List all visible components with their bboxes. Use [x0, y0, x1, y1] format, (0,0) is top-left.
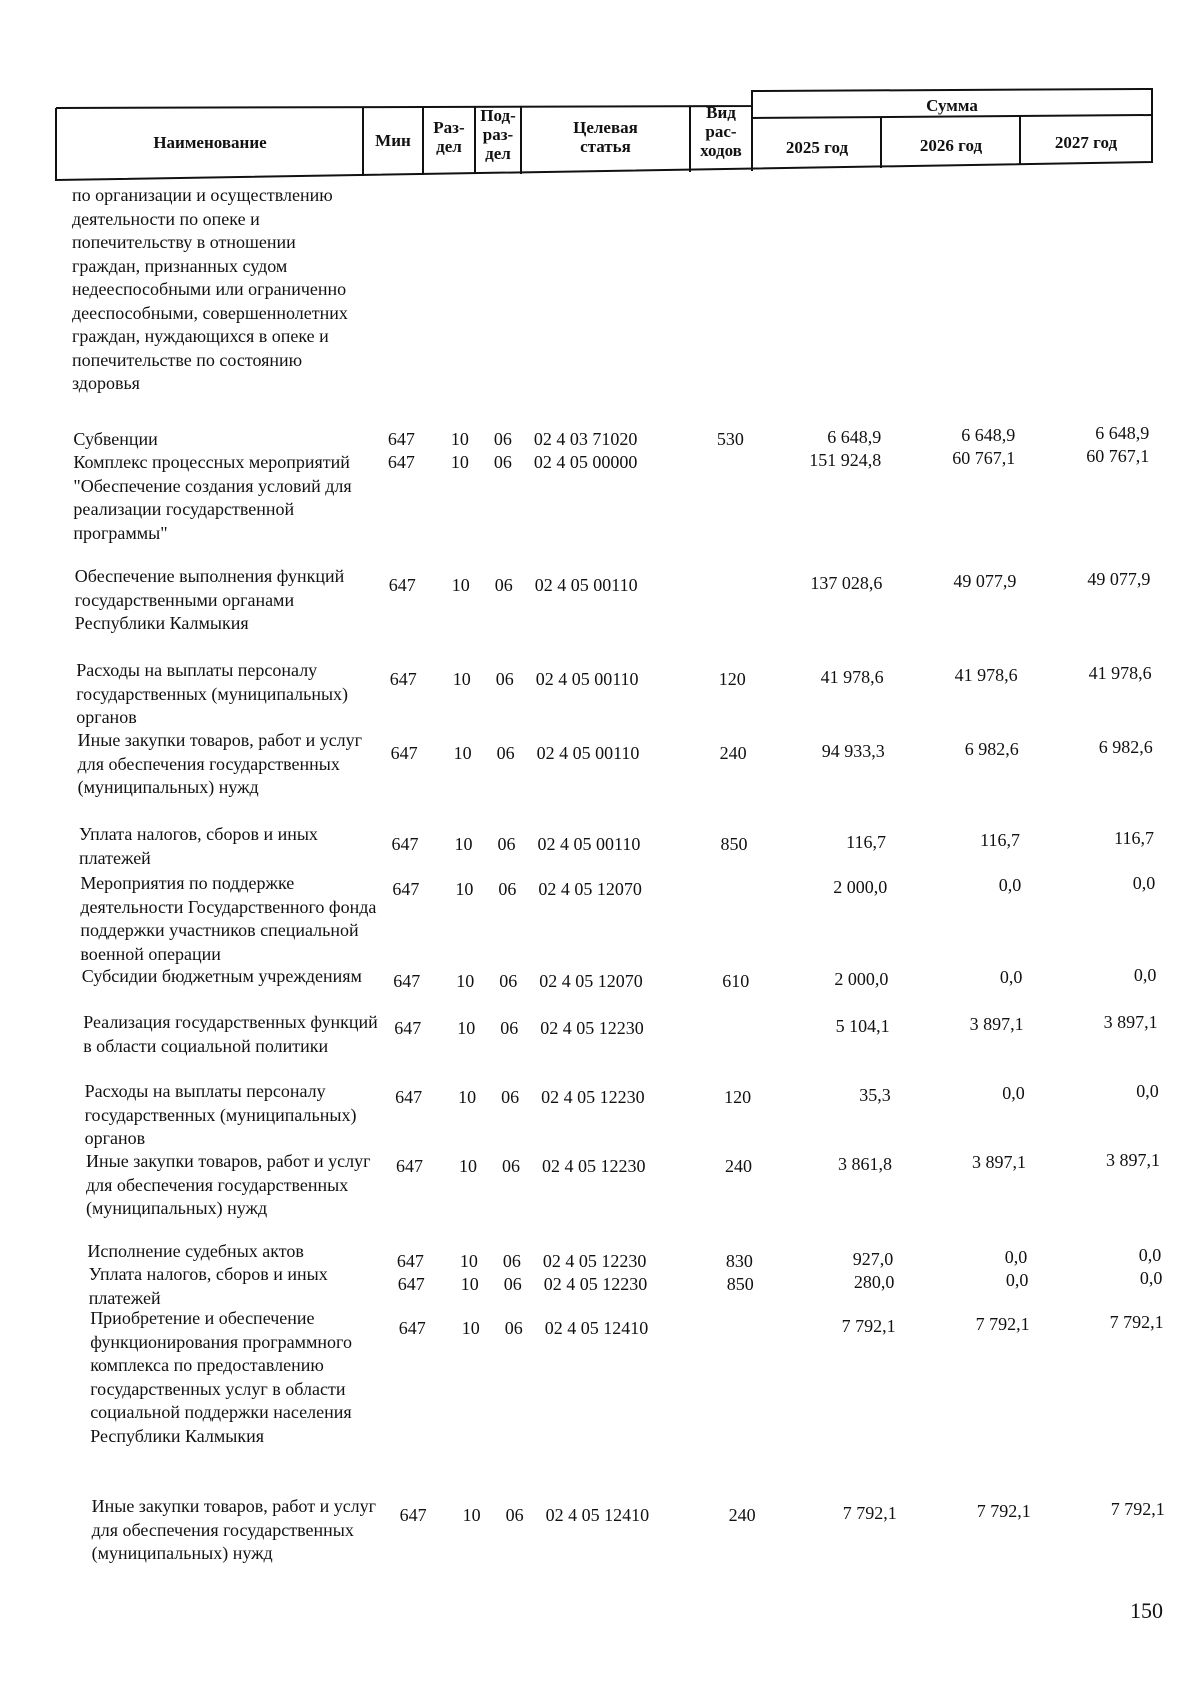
header-razdel-line: дел	[436, 137, 462, 156]
row-y2025: 41 978,6	[820, 667, 884, 687]
row-y2027: 0,0	[1139, 1268, 1163, 1288]
row-pr: 06	[503, 1274, 522, 1294]
row-y2027: 41 978,6	[1088, 663, 1152, 683]
row-min: 647	[389, 669, 417, 689]
row-rz: 10	[450, 452, 469, 472]
row-rz: 10	[456, 971, 475, 991]
header-vid-line: ходов	[700, 141, 742, 160]
row-min: 647	[398, 1318, 426, 1338]
row-cs: 02 4 05 12230	[540, 1018, 644, 1038]
row-cs: 02 4 05 12070	[539, 971, 643, 991]
row-cs: 02 4 05 00110	[536, 743, 640, 763]
row-name: по организации и осуществлению деятельности по опеке и попечительству в отношении граждан, признанных судом недееспособными или ограниченно дееспособными, совершеннолетних граждан, нуждающихся в опеке и попечительстве по состоянию здоровья	[72, 185, 348, 393]
row-pr: 06	[501, 1087, 520, 1107]
row-cs: 02 4 05 12070	[538, 879, 642, 899]
row-y2026: 116,7	[980, 830, 1020, 850]
row-vr: 240	[725, 1156, 752, 1176]
row-y2025: 6 648,9	[827, 427, 882, 447]
row-name: Расходы на выплаты персоналу государственных (муниципальных) органов	[76, 660, 349, 727]
row-min: 647	[393, 971, 421, 991]
row-y2026: 3 897,1	[972, 1152, 1026, 1172]
row-y2027: 0,0	[1132, 873, 1156, 893]
row-pr: 06	[493, 429, 512, 449]
row-vr: 240	[728, 1505, 756, 1525]
row-y2026: 0,0	[999, 967, 1023, 987]
header-vid-line: Вид	[706, 103, 736, 122]
row-name: Уплата налогов, сборов и иных платежей	[88, 1264, 328, 1308]
row-y2026: 41 978,6	[954, 665, 1018, 685]
row-rz: 10	[450, 429, 469, 449]
row-min: 647	[392, 879, 420, 899]
row-vr: 240	[719, 743, 747, 763]
row-rz: 10	[461, 1318, 480, 1338]
row-pr: 06	[497, 834, 516, 854]
row-y2025: 2 000,0	[834, 969, 889, 989]
row-min: 647	[388, 575, 416, 595]
row-name: Исполнение судебных актов	[87, 1241, 304, 1261]
row-rz: 10	[457, 1018, 476, 1038]
row-cs: 02 4 05 00110	[534, 575, 638, 595]
row-cs: 02 4 05 12410	[545, 1505, 650, 1525]
row-pr: 06	[495, 669, 514, 689]
row-pr: 06	[500, 1018, 519, 1038]
row-y2027: 0,0	[1136, 1081, 1159, 1101]
row-y2027: 0,0	[1138, 1245, 1162, 1265]
row-y2025: 137 028,6	[810, 573, 883, 593]
row-min: 647	[396, 1251, 424, 1271]
row-cs: 02 4 05 12230	[543, 1274, 648, 1294]
row-name: Расходы на выплаты персоналу государственных (муниципальных) органов	[84, 1081, 357, 1148]
row-y2025: 7 792,1	[841, 1316, 896, 1336]
header-vid-line: рас-	[705, 122, 737, 141]
row-min: 647	[387, 429, 415, 449]
row-min: 647	[399, 1505, 427, 1525]
header-podrazdel-line: дел	[485, 144, 511, 163]
row-rz: 10	[451, 575, 470, 595]
row-pr: 06	[505, 1505, 524, 1525]
row-rz: 10	[459, 1251, 478, 1271]
row-pr: 06	[499, 971, 518, 991]
header-name: Наименование	[153, 133, 267, 152]
row-y2027: 0,0	[1133, 965, 1157, 985]
row-y2027: 49 077,9	[1087, 569, 1151, 589]
row-vr: 830	[725, 1251, 753, 1271]
row-y2026: 0,0	[1005, 1270, 1029, 1290]
row-y2027: 116,7	[1114, 828, 1154, 848]
row-y2025: 5 104,1	[835, 1016, 890, 1036]
header-min: Мин	[375, 131, 411, 150]
row-y2025: 151 924,8	[809, 450, 882, 470]
row-y2025: 927,0	[852, 1249, 894, 1269]
row-rz: 10	[455, 879, 474, 899]
row-name: Обеспечение выполнения функций государственными органами Республики Калмыкия	[74, 566, 345, 633]
row-cs: 02 4 05 12230	[542, 1251, 647, 1271]
row-rz: 10	[458, 1087, 477, 1107]
row-y2026: 3 897,1	[969, 1014, 1024, 1034]
row-rz: 10	[460, 1274, 479, 1294]
row-y2027: 60 767,1	[1086, 446, 1150, 466]
row-name: Иные закупки товаров, работ и услуг для обеспечения государственных (муниципальных) нужд	[86, 1151, 371, 1218]
row-name: Уплата налогов, сборов и иных платежей	[79, 824, 318, 868]
row-cs: 02 4 03 71020	[533, 429, 638, 449]
row-y2026: 6 648,9	[961, 425, 1016, 445]
row-vr: 850	[726, 1274, 754, 1294]
row-name: Мероприятия по поддержке деятельности Государственного фонда поддержки участников специальной военной операции	[80, 873, 377, 964]
row-cs: 02 4 05 00000	[533, 452, 638, 472]
row-y2026: 0,0	[998, 875, 1022, 895]
row-pr: 06	[502, 1156, 520, 1176]
row-rz: 10	[453, 743, 472, 763]
row-y2025: 2 000,0	[833, 877, 888, 897]
row-min: 647	[391, 834, 419, 854]
row-y2027: 7 792,1	[1110, 1499, 1165, 1519]
row-y2027: 6 648,9	[1095, 423, 1150, 443]
row-y2026: 0,0	[1004, 1247, 1028, 1267]
row-name: Иные закупки товаров, работ и услуг для обеспечения государственных (муниципальных) нужд	[91, 1496, 377, 1563]
row-y2026: 60 767,1	[952, 448, 1016, 468]
row-min: 647	[390, 743, 418, 763]
row-y2026: 0,0	[1002, 1083, 1025, 1103]
row-vr: 120	[718, 669, 746, 689]
row-y2025: 35,3	[859, 1085, 891, 1105]
row-y2027: 6 982,6	[1098, 737, 1153, 757]
row-cs: 02 4 05 12230	[541, 1087, 645, 1107]
row-cs: 02 4 05 00110	[537, 834, 641, 854]
row-vr: 610	[722, 971, 750, 991]
row-pr: 06	[498, 879, 517, 899]
row-pr: 06	[493, 452, 512, 472]
row-min: 647	[387, 452, 415, 472]
header-year-2027: 2027 год	[1054, 133, 1118, 152]
row-min: 647	[395, 1087, 423, 1107]
header-year-2026: 2026 год	[919, 136, 983, 155]
header-summa: Сумма	[926, 96, 978, 115]
row-y2026: 49 077,9	[953, 571, 1017, 591]
row-rz: 10	[459, 1156, 477, 1176]
row-y2027: 7 792,1	[1109, 1312, 1164, 1332]
row-name: Комплекс процессных мероприятий "Обеспечение создания условий для реализации государственной программы"	[73, 452, 352, 543]
row-vr: 120	[724, 1087, 752, 1107]
row-cs: 02 4 05 12230	[542, 1156, 646, 1176]
row-name: Реализация государственных функций в области социальной политики	[83, 1012, 378, 1056]
row-y2026: 7 792,1	[975, 1314, 1030, 1334]
row-rz: 10	[452, 669, 471, 689]
row-y2025: 7 792,1	[842, 1503, 897, 1523]
header-year-2025: 2025 год	[785, 138, 849, 157]
row-y2025: 116,7	[846, 832, 886, 852]
row-pr: 06	[496, 743, 515, 763]
header-target-line: статья	[580, 137, 631, 156]
row-pr: 06	[494, 575, 513, 595]
row-y2026: 7 792,1	[976, 1501, 1031, 1521]
row-min: 647	[396, 1156, 423, 1176]
row-cs: 02 4 05 12410	[544, 1318, 649, 1338]
header-podrazdel-line: раз-	[482, 125, 514, 144]
row-min: 647	[394, 1018, 422, 1038]
row-y2025: 3 861,8	[838, 1154, 892, 1174]
row-y2027: 3 897,1	[1106, 1150, 1160, 1170]
header-razdel-line: Раз-	[433, 118, 465, 137]
header-target-line: Целевая	[573, 118, 638, 137]
row-y2025: 280,0	[853, 1272, 895, 1292]
row-name: Иные закупки товаров, работ и услуг для обеспечения государственных (муниципальных) нужд	[77, 730, 363, 797]
row-name: Субсидии бюджетным учреждениям	[81, 966, 362, 986]
row-pr: 06	[504, 1318, 523, 1338]
row-name: Субвенции	[73, 429, 158, 449]
row-y2025: 94 933,3	[821, 741, 885, 761]
row-vr: 850	[720, 834, 748, 854]
row-rz: 10	[454, 834, 473, 854]
row-cs: 02 4 05 00110	[535, 669, 639, 689]
header-podrazdel-line: Под-	[480, 106, 516, 125]
row-vr: 530	[716, 429, 744, 449]
page-number: 150	[1130, 1598, 1163, 1623]
row-y2027: 3 897,1	[1103, 1012, 1158, 1032]
row-name: Приобретение и обеспечение функционирования программного комплекса по предоставлению государственных услуг в области социальной поддержки населения Республики Калмыкия	[90, 1308, 352, 1446]
row-y2026: 6 982,6	[964, 739, 1019, 759]
row-pr: 06	[502, 1251, 521, 1271]
row-rz: 10	[462, 1505, 481, 1525]
row-min: 647	[397, 1274, 425, 1294]
